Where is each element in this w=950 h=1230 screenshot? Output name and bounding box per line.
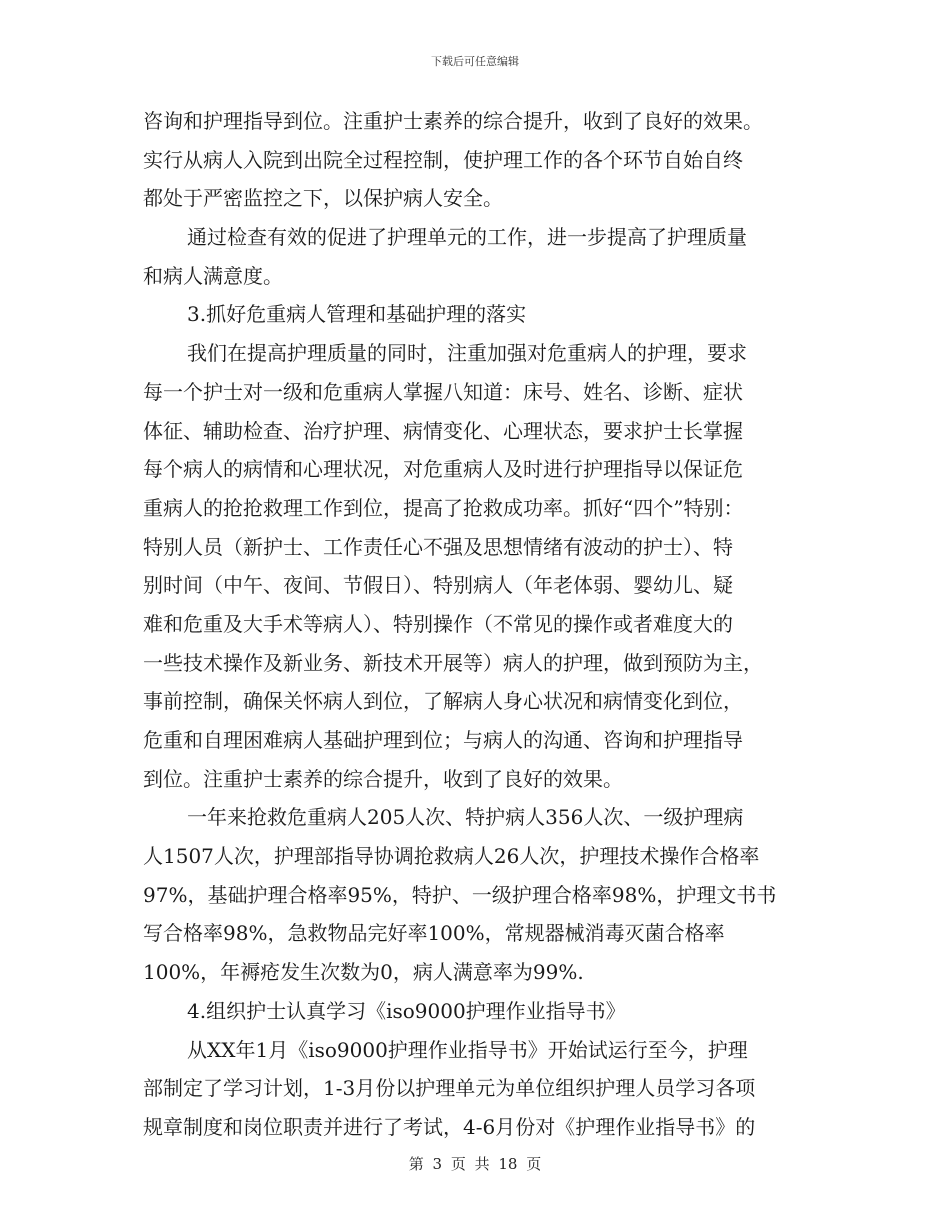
text-line: 体征、辅助检查、治疗护理、病情变化、心理状态，要求护士长掌握 (143, 418, 743, 443)
text-line: 实行从病人入院到出院全过程控制，使护理工作的各个环节自始自终 (143, 147, 743, 172)
text-line: 4.组织护士认真学习《iso9000护理作业指导书》 (187, 998, 626, 1023)
text-line: 都处于严密监控之下，以保护病人安全。 (143, 186, 503, 211)
text-line: 人1507人次，护理部指导协调抢救病人26人次，护理技术操作合格率 (143, 844, 760, 869)
text-line: 别时间（中午、夜间、节假日）、特别病人（年老体弱、婴幼儿、疑 (143, 573, 733, 598)
text-line: 重病人的抢抢救理工作到位，提高了抢救成功率。抓好“四个”特别： (143, 495, 744, 520)
text-line: 一年来抢救危重病人205人次、特护病人356人次、一级护理病 (187, 805, 744, 830)
document-body (143, 102, 818, 1147)
text-line: 部制定了学习计划，1-3月份以护理单元为单位组织护理人员学习各项 (143, 1076, 756, 1101)
text-line: 事前控制，确保关怀病人到位，了解病人身心状况和病情变化到位， (143, 689, 743, 714)
text-line: 3.抓好危重病人管理和基础护理的落实 (187, 302, 527, 327)
text-line: 规章制度和岗位职责并进行了考试，4-6月份对《护理作业指导书》的 (143, 1114, 756, 1139)
text-line: 每一个护士对一级和危重病人掌握八知道：床号、姓名、诊断、症状 (143, 379, 743, 404)
text-line: 和病人满意度。 (143, 263, 283, 288)
text-line: 97%，基础护理合格率95%，特护、一级护理合格率98%，护理文书书 (143, 882, 777, 907)
text-line: 每个病人的病情和心理状况，对危重病人及时进行护理指导以保证危 (143, 457, 743, 482)
text-line: 从XX年1月《iso9000护理作业指导书》开始试运行至今，护理 (187, 1037, 748, 1062)
page-header-note: 下载后可任意编辑 (431, 55, 519, 68)
text-line: 特别人员（新护士、工作责任心不强及思想情绪有波动的护士）、特 (143, 534, 733, 559)
text-line: 危重和自理困难病人基础护理到位；与病人的沟通、咨询和护理指导 (143, 728, 743, 752)
text-line: 咨询和护理指导到位。注重护士素养的综合提升，收到了良好的效果。 (143, 109, 763, 133)
text-line: 一些技术操作及新业务、新技术开展等）病人的护理，做到预防为主， (143, 650, 763, 675)
text-line: 到位。注重护士素养的综合提升，收到了良好的效果。 (143, 766, 623, 791)
text-line: 通过检查有效的促进了护理单元的工作，进一步提高了护理质量 (187, 225, 747, 250)
text-line: 难和危重及大手术等病人）、特别操作（不常见的操作或者难度大的 (143, 611, 733, 636)
text-line: 写合格率98%，急救物品完好率100%，常规器械消毒灭菌合格率 (143, 921, 725, 946)
text-line: 100%，年褥疮发生次数为0，病人满意率为99%. (143, 960, 584, 985)
page-number-footer: 第 3 页 共 18 页 (408, 1155, 542, 1173)
text-line: 我们在提高护理质量的同时，注重加强对危重病人的护理，要求 (187, 341, 747, 366)
